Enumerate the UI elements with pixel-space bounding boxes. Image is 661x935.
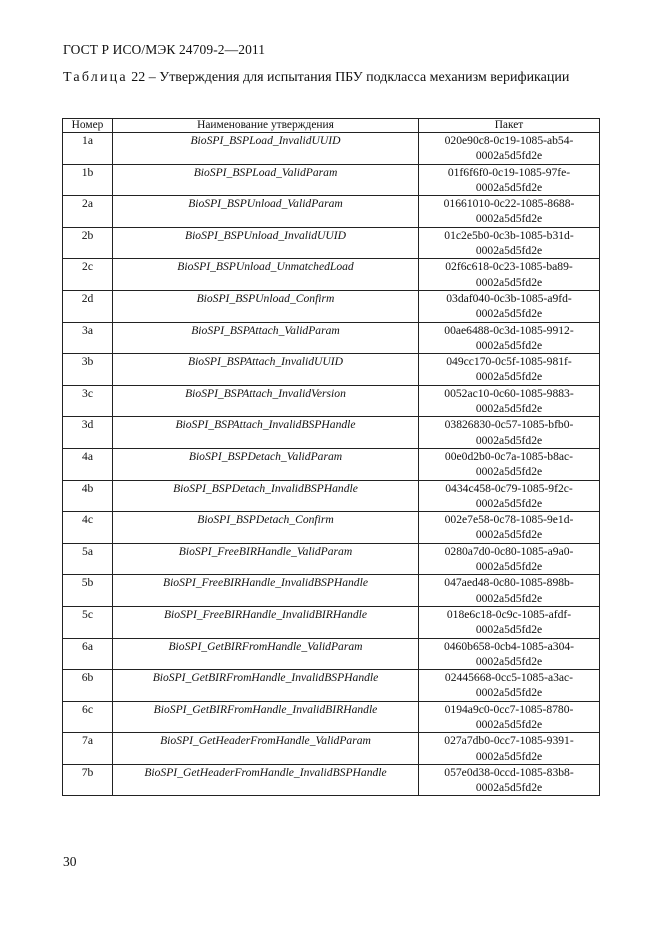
assertion-name: BioSPI_GetBIRFromHandle_InvalidBIRHandle — [113, 701, 419, 733]
row-number: 4a — [63, 448, 113, 480]
table-row — [63, 512, 600, 544]
table-header-row — [63, 119, 600, 133]
row-number: 1a — [63, 133, 113, 165]
table-row — [63, 322, 600, 354]
assertion-name: BioSPI_GetHeaderFromHandle_InvalidBSPHandle — [113, 764, 419, 796]
table-body — [63, 133, 600, 796]
row-number: 6a — [63, 638, 113, 670]
table-row — [63, 227, 600, 259]
assertion-name: BioSPI_FreeBIRHandle_ValidParam — [113, 543, 419, 575]
assertion-name: BioSPI_BSPAttach_InvalidVersion — [113, 385, 419, 417]
package-uuid: 047aed48-0c80-1085-898b-0002a5d5fd2e — [419, 575, 600, 607]
row-number: 1b — [63, 164, 113, 196]
package-uuid: 0194a9c0-0cc7-1085-8780-0002a5d5fd2e — [419, 701, 600, 733]
assertion-name: BioSPI_BSPUnload_Confirm — [113, 290, 419, 322]
row-number: 2b — [63, 227, 113, 259]
table-caption-text: 22 – Утверждения для испытания ПБУ подкласса механизм верификации — [131, 70, 570, 85]
assertion-name: BioSPI_BSPDetach_InvalidBSPHandle — [113, 480, 419, 512]
assertion-name: BioSPI_BSPAttach_ValidParam — [113, 322, 419, 354]
row-number: 3d — [63, 417, 113, 449]
table-row — [63, 290, 600, 322]
package-uuid: 020e90c8-0c19-1085-ab54-0002a5d5fd2e — [419, 133, 600, 165]
table-row — [63, 385, 600, 417]
column-header-number: Номер — [63, 119, 113, 133]
column-header-package: Пакет — [419, 119, 600, 133]
table-row — [63, 164, 600, 196]
assertion-name: BioSPI_GetBIRFromHandle_ValidParam — [113, 638, 419, 670]
package-uuid: 02f6c618-0c23-1085-ba89-0002a5d5fd2e — [419, 259, 600, 291]
package-uuid: 002e7e58-0c78-1085-9e1d-0002a5d5fd2e — [419, 512, 600, 544]
table-row — [63, 543, 600, 575]
table-row — [63, 733, 600, 765]
assertion-name: BioSPI_BSPAttach_InvalidBSPHandle — [113, 417, 419, 449]
table-row — [63, 133, 600, 165]
package-uuid: 049cc170-0c5f-1085-981f-0002a5d5fd2e — [419, 354, 600, 386]
row-number: 2d — [63, 290, 113, 322]
row-number: 3c — [63, 385, 113, 417]
row-number: 7b — [63, 764, 113, 796]
assertion-name: BioSPI_BSPLoad_ValidParam — [113, 164, 419, 196]
package-uuid: 0052ac10-0c60-1085-9883-0002a5d5fd2e — [419, 385, 600, 417]
assertion-name: BioSPI_FreeBIRHandle_InvalidBSPHandle — [113, 575, 419, 607]
row-number: 2c — [63, 259, 113, 291]
assertion-name: BioSPI_BSPUnload_ValidParam — [113, 196, 419, 228]
assertion-name: BioSPI_BSPUnload_InvalidUUID — [113, 227, 419, 259]
row-number: 4b — [63, 480, 113, 512]
table-row — [63, 638, 600, 670]
row-number: 5c — [63, 606, 113, 638]
standard-header: ГОСТ Р ИСО/МЭК 24709-2—2011 — [63, 42, 266, 57]
row-number: 7a — [63, 733, 113, 765]
package-uuid: 00ae6488-0c3d-1085-9912-0002a5d5fd2e — [419, 322, 600, 354]
row-number: 5a — [63, 543, 113, 575]
package-uuid: 018e6c18-0c9c-1085-afdf-0002a5d5fd2e — [419, 606, 600, 638]
assertion-name: BioSPI_BSPDetach_ValidParam — [113, 448, 419, 480]
table-row — [63, 764, 600, 796]
assertion-name: BioSPI_BSPDetach_Confirm — [113, 512, 419, 544]
assertion-name: BioSPI_FreeBIRHandle_InvalidBIRHandle — [113, 606, 419, 638]
row-number: 3b — [63, 354, 113, 386]
package-uuid: 0460b658-0cb4-1085-a304-0002a5d5fd2e — [419, 638, 600, 670]
package-uuid: 03826830-0c57-1085-bfb0-0002a5d5fd2e — [419, 417, 600, 449]
table-row — [63, 259, 600, 291]
assertion-name: BioSPI_BSPUnload_UnmatchedLoad — [113, 259, 419, 291]
table-row — [63, 417, 600, 449]
row-number: 5b — [63, 575, 113, 607]
table-row — [63, 606, 600, 638]
package-uuid: 03daf040-0c3b-1085-a9fd-0002a5d5fd2e — [419, 290, 600, 322]
assertion-name: BioSPI_GetHeaderFromHandle_ValidParam — [113, 733, 419, 765]
row-number: 6c — [63, 701, 113, 733]
row-number: 3a — [63, 322, 113, 354]
table-row — [63, 701, 600, 733]
package-uuid: 01c2e5b0-0c3b-1085-b31d-0002a5d5fd2e — [419, 227, 600, 259]
row-number: 4c — [63, 512, 113, 544]
package-uuid: 0280a7d0-0c80-1085-a9a0-0002a5d5fd2e — [419, 543, 600, 575]
assertion-name: BioSPI_BSPAttach_InvalidUUID — [113, 354, 419, 386]
assertion-name: BioSPI_BSPLoad_InvalidUUID — [113, 133, 419, 165]
table-row — [63, 354, 600, 386]
package-uuid: 027a7db0-0cc7-1085-9391-0002a5d5fd2e — [419, 733, 600, 765]
table-row — [63, 448, 600, 480]
table-caption-word: Таблица — [63, 70, 128, 85]
table-row — [63, 575, 600, 607]
package-uuid: 00e0d2b0-0c7a-1085-b8ac-0002a5d5fd2e — [419, 448, 600, 480]
package-uuid: 01f6f6f0-0c19-1085-97fe-0002a5d5fd2e — [419, 164, 600, 196]
assertion-name: BioSPI_GetBIRFromHandle_InvalidBSPHandle — [113, 670, 419, 702]
page-number: 30 — [63, 854, 77, 869]
package-uuid: 0434c458-0c79-1085-9f2c-0002a5d5fd2e — [419, 480, 600, 512]
table-row — [63, 196, 600, 228]
table-row — [63, 670, 600, 702]
package-uuid: 057e0d38-0ccd-1085-83b8-0002a5d5fd2e — [419, 764, 600, 796]
table-caption — [63, 64, 603, 91]
table-row — [63, 480, 600, 512]
assertions-table — [62, 118, 600, 796]
row-number: 6b — [63, 670, 113, 702]
package-uuid: 02445668-0cc5-1085-a3ac-0002a5d5fd2e — [419, 670, 600, 702]
row-number: 2a — [63, 196, 113, 228]
column-header-name: Наименование утверждения — [113, 119, 419, 133]
package-uuid: 01661010-0c22-1085-8688-0002a5d5fd2e — [419, 196, 600, 228]
